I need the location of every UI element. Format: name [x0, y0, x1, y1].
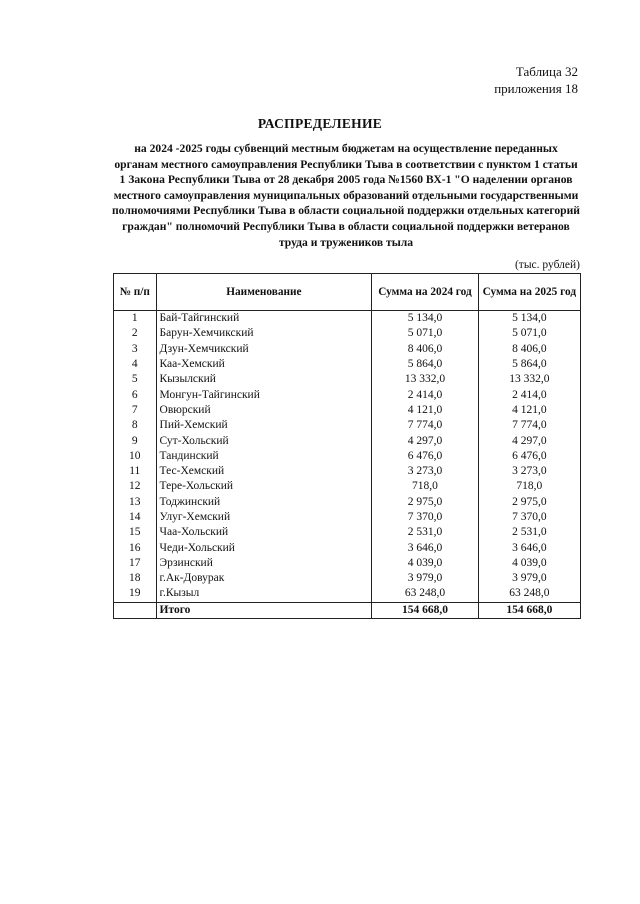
sum-2025-cell: 4 297,0 — [478, 433, 580, 448]
units-note: (тыс. рублей) — [514, 259, 580, 271]
sum-2024-cell: 7 370,0 — [372, 510, 478, 525]
sum-2024-cell: 8 406,0 — [372, 342, 478, 357]
sum-2024-cell: 7 774,0 — [372, 418, 478, 433]
sum-2025-cell: 3 979,0 — [478, 571, 580, 586]
row-number-cell: 8 — [114, 418, 157, 433]
sum-2024-cell: 3 646,0 — [372, 540, 478, 555]
row-number-cell: 12 — [114, 479, 157, 494]
table-row — [114, 311, 581, 327]
row-number-cell: 7 — [114, 403, 157, 418]
total-2024-cell: 154 668,0 — [372, 602, 478, 618]
sum-2025-cell: 718,0 — [478, 479, 580, 494]
sum-2024-cell: 3 273,0 — [372, 464, 478, 479]
table-row — [114, 418, 581, 433]
table-row — [114, 510, 581, 525]
distribution-table — [113, 273, 581, 619]
district-name-cell: Монгун-Тайгинский — [156, 387, 372, 402]
table-row — [114, 525, 581, 540]
table-row — [114, 479, 581, 494]
total-label-cell: Итого — [156, 602, 372, 618]
document-subtitle: на 2024 -2025 годы субвенций местным бюджетам на осуществление переданных органам местного самоуправления Республики Тыва в соответствии с пунктом 1 статьи 1 Закона Республики Тыва от 28 декабря 2005 года №1560 ВХ-1 "О наделении органов местного самоуправления муниципальных образований отдельными государственными полномочиями Республики Тыва в области социальной поддержки отдельных категорий граждан" полномочий Республики Тыва в области социальной поддержки ветеранов труда и тружеников тыла — [112, 142, 580, 249]
district-name-cell: Эрзинский — [156, 556, 372, 571]
sum-2025-cell: 5 071,0 — [478, 326, 580, 341]
row-number-cell: 18 — [114, 571, 157, 586]
district-name-cell: г.Ак-Довурак — [156, 571, 372, 586]
district-name-cell: Кызылский — [156, 372, 372, 387]
row-number-cell: 5 — [114, 372, 157, 387]
table-body — [114, 311, 581, 603]
total-number-cell — [114, 602, 157, 618]
district-name-cell: Тес-Хемский — [156, 464, 372, 479]
sum-2025-cell: 5 864,0 — [478, 357, 580, 372]
table-number: Таблица 32 — [515, 64, 578, 79]
sum-2024-cell: 2 975,0 — [372, 495, 478, 510]
sum-2025-cell: 3 646,0 — [478, 540, 580, 555]
sum-2025-cell: 2 414,0 — [478, 387, 580, 402]
row-number-cell: 4 — [114, 357, 157, 372]
table-row — [114, 326, 581, 341]
sum-2025-cell: 2 531,0 — [478, 525, 580, 540]
sum-2024-cell: 5 864,0 — [372, 357, 478, 372]
table-row — [114, 571, 581, 586]
row-number-cell: 1 — [114, 311, 157, 327]
sum-2024-cell: 4 297,0 — [372, 433, 478, 448]
row-number-cell: 17 — [114, 556, 157, 571]
table-row — [114, 403, 581, 418]
row-number-cell: 13 — [114, 495, 157, 510]
column-header-2024: Сумма на 2024 год — [372, 274, 478, 311]
sum-2024-cell: 2 531,0 — [372, 525, 478, 540]
table-row — [114, 495, 581, 510]
table-total-row — [114, 602, 581, 618]
sum-2025-cell: 63 248,0 — [478, 586, 580, 602]
table-row — [114, 464, 581, 479]
sum-2024-cell: 718,0 — [372, 479, 478, 494]
row-number-cell: 10 — [114, 449, 157, 464]
district-name-cell: Каа-Хемский — [156, 357, 372, 372]
row-number-cell: 6 — [114, 387, 157, 402]
sum-2025-cell: 4 039,0 — [478, 556, 580, 571]
row-number-cell: 16 — [114, 540, 157, 555]
row-number-cell: 11 — [114, 464, 157, 479]
table-row — [114, 387, 581, 402]
district-name-cell: Тоджинский — [156, 495, 372, 510]
table-row — [114, 342, 581, 357]
row-number-cell: 19 — [114, 586, 157, 602]
column-header-name: Наименование — [156, 274, 372, 311]
sum-2024-cell: 63 248,0 — [372, 586, 478, 602]
sum-2025-cell: 5 134,0 — [478, 311, 580, 327]
sum-2025-cell: 7 774,0 — [478, 418, 580, 433]
sum-2024-cell: 4 121,0 — [372, 403, 478, 418]
district-name-cell: Чаа-Хольский — [156, 525, 372, 540]
sum-2025-cell: 6 476,0 — [478, 449, 580, 464]
sum-2024-cell: 5 071,0 — [372, 326, 478, 341]
table-row — [114, 449, 581, 464]
sum-2025-cell: 7 370,0 — [478, 510, 580, 525]
row-number-cell: 2 — [114, 326, 157, 341]
sum-2024-cell: 13 332,0 — [372, 372, 478, 387]
table-row — [114, 372, 581, 387]
sum-2024-cell: 5 134,0 — [372, 311, 478, 327]
table-row — [114, 433, 581, 448]
district-name-cell: Дзун-Хемчикский — [156, 342, 372, 357]
table-reference — [494, 63, 578, 97]
appendix-number: приложения 18 — [494, 81, 578, 96]
row-number-cell: 15 — [114, 525, 157, 540]
district-name-cell: Барун-Хемчикский — [156, 326, 372, 341]
district-name-cell: г.Кызыл — [156, 586, 372, 602]
table-row — [114, 556, 581, 571]
district-name-cell: Пий-Хемский — [156, 418, 372, 433]
column-header-number: № п/п — [114, 274, 157, 311]
document-title: РАСПРЕДЕЛЕНИЕ — [257, 116, 383, 131]
table-header-row — [114, 274, 581, 311]
table-row — [114, 540, 581, 555]
district-name-cell: Сут-Хольский — [156, 433, 372, 448]
district-name-cell: Тере-Хольский — [156, 479, 372, 494]
table-row — [114, 586, 581, 602]
sum-2025-cell: 2 975,0 — [478, 495, 580, 510]
table-row — [114, 357, 581, 372]
sum-2025-cell: 3 273,0 — [478, 464, 580, 479]
row-number-cell: 14 — [114, 510, 157, 525]
district-name-cell: Тандинский — [156, 449, 372, 464]
row-number-cell: 3 — [114, 342, 157, 357]
sum-2025-cell: 13 332,0 — [478, 372, 580, 387]
sum-2024-cell: 3 979,0 — [372, 571, 478, 586]
sum-2025-cell: 4 121,0 — [478, 403, 580, 418]
district-name-cell: Бай-Тайгинский — [156, 311, 372, 327]
column-header-2025: Сумма на 2025 год — [478, 274, 580, 311]
sum-2025-cell: 8 406,0 — [478, 342, 580, 357]
sum-2024-cell: 4 039,0 — [372, 556, 478, 571]
sum-2024-cell: 6 476,0 — [372, 449, 478, 464]
district-name-cell: Овюрский — [156, 403, 372, 418]
row-number-cell: 9 — [114, 433, 157, 448]
sum-2024-cell: 2 414,0 — [372, 387, 478, 402]
total-2025-cell: 154 668,0 — [478, 602, 580, 618]
district-name-cell: Улуг-Хемский — [156, 510, 372, 525]
district-name-cell: Чеди-Хольский — [156, 540, 372, 555]
